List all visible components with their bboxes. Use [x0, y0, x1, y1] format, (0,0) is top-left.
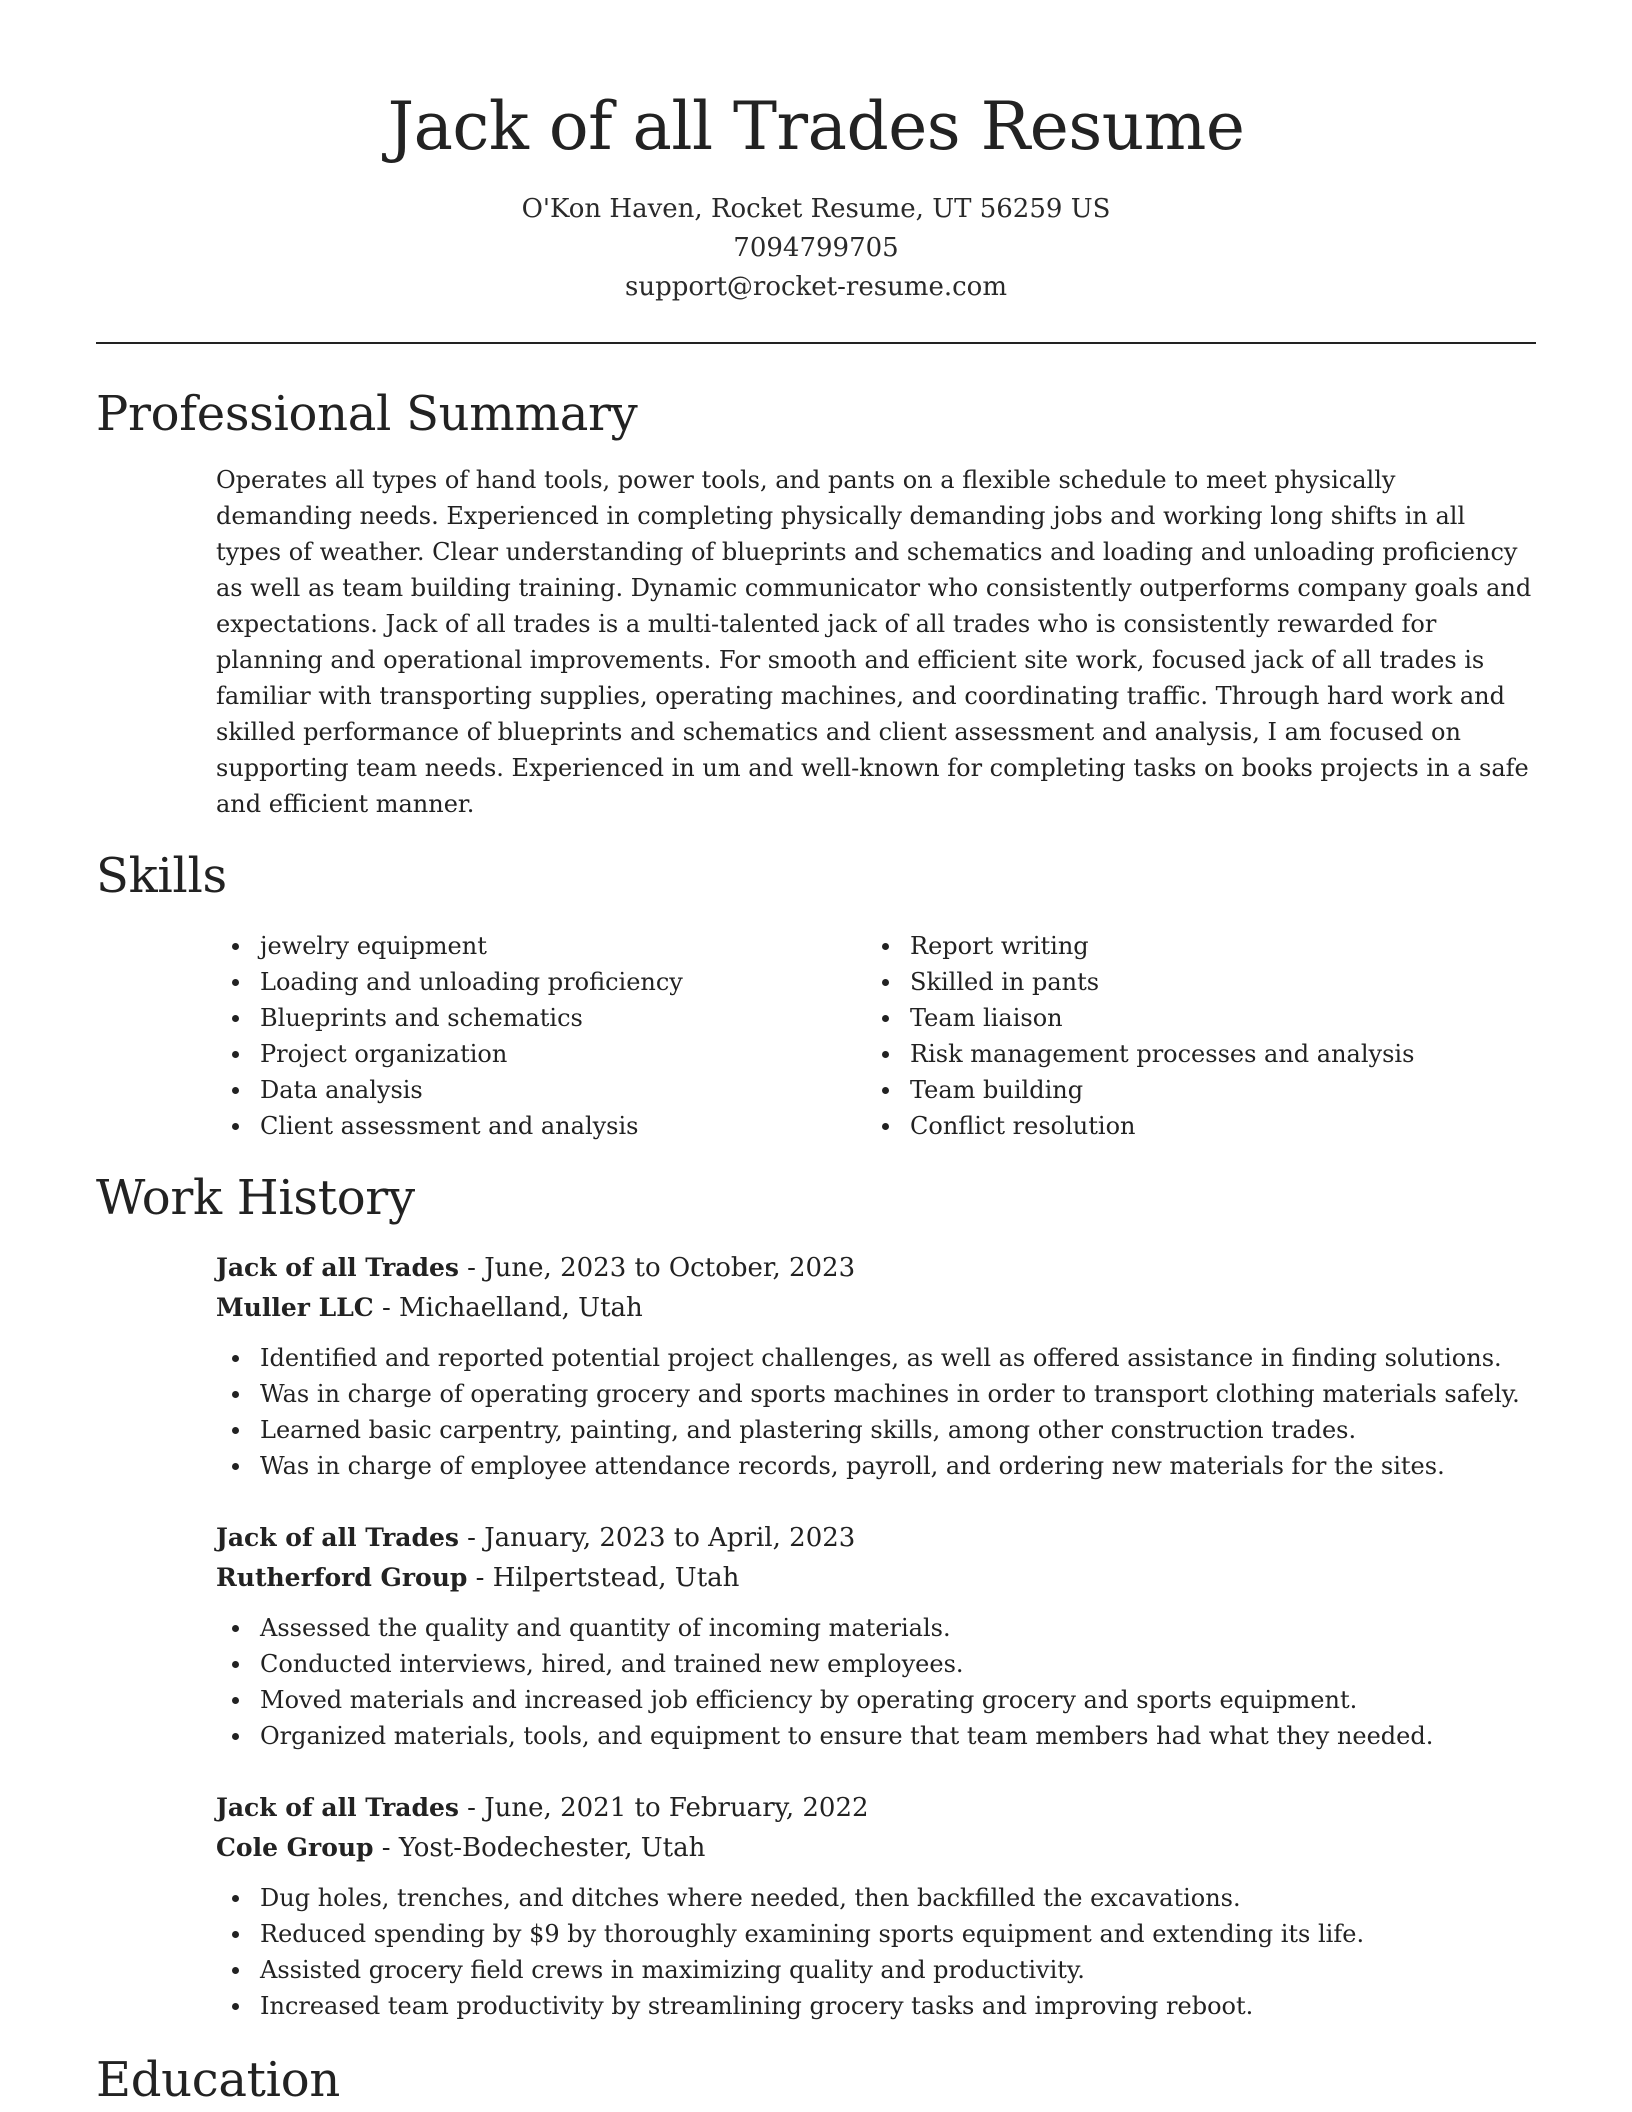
- skills-list-left: [216, 928, 683, 1144]
- summary-text: Operates all types of hand tools, power tools, and pants on a flexible schedule to meet physically demanding needs. Experienced in completing physically demanding jobs and working long shifts in all types of weather. Clear understanding of blueprints and schematics and loading and unloading proficiency as well as team building training. Dynamic communicator who consistently outperforms company goals and expectations. Jack of all trades is a multi-talented jack of all trades who is consistently rewarded for planning and operational improvements. For smooth and efficient site work, focused jack of all trades is familiar with transporting supplies, operating machines, and coordinating traffic. Through hard work and skilled performance of blueprints and schematics and client assessment and analysis, I am focused on supporting team needs. Experienced in um and well-known for completing tasks on books projects in a safe and efficient manner.: [216, 466, 1532, 818]
- contact-email[interactable]: support@rocket-resume.com: [624, 272, 1007, 302]
- skill-item: Team building: [866, 1072, 1414, 1108]
- job-company-line: [216, 1288, 1536, 1328]
- skills-list-right: [866, 928, 1414, 1144]
- job-dates: - June, 2023 to October, 2023: [458, 1253, 856, 1283]
- job-title: Jack of all Trades: [216, 1253, 459, 1282]
- skill-item: Team liaison: [866, 1000, 1414, 1036]
- job-location: - Yost-Bodechester, Utah: [373, 1833, 706, 1863]
- job-title: Jack of all Trades: [216, 1523, 459, 1552]
- job-location: - Hilpertstead, Utah: [467, 1563, 740, 1593]
- contact-address: O'Kon Haven, Rocket Resume, UT 56259 US: [521, 194, 1111, 224]
- job-company: Muller LLC: [216, 1293, 374, 1322]
- section-heading-work-history: Work History: [96, 1170, 415, 1226]
- job-duty: Was in charge of employee attendance records, payroll, and ordering new materials for the sites.: [216, 1448, 1536, 1484]
- section-heading-summary: Professional Summary: [96, 386, 638, 442]
- header-divider: [96, 342, 1536, 344]
- job-title-line: [216, 1518, 1536, 1558]
- job-title: Jack of all Trades: [216, 1793, 459, 1822]
- skill-item: Risk management processes and analysis: [866, 1036, 1414, 1072]
- job-duties: [216, 1610, 1536, 1754]
- skill-item: Skilled in pants: [866, 964, 1414, 1000]
- skill-item: Blueprints and schematics: [216, 1000, 683, 1036]
- job-duty: Assessed the quality and quantity of incoming materials.: [216, 1610, 1536, 1646]
- job-title-line: [216, 1248, 1536, 1288]
- skill-item: jewelry equipment: [216, 928, 683, 964]
- skill-item: Project organization: [216, 1036, 683, 1072]
- job-duty: Dug holes, trenches, and ditches where needed, then backfilled the excavations.: [216, 1880, 1536, 1916]
- job-entry: [216, 1788, 1536, 2024]
- job-duty: Assisted grocery field crews in maximizing quality and productivity.: [216, 1952, 1536, 1988]
- job-duties: [216, 1880, 1536, 2024]
- job-company: Rutherford Group: [216, 1563, 468, 1592]
- job-duties: [216, 1340, 1536, 1484]
- job-duty: Moved materials and increased job efficiency by operating grocery and sports equipment.: [216, 1682, 1536, 1718]
- skill-item: Client assessment and analysis: [216, 1108, 683, 1144]
- skill-item: Conflict resolution: [866, 1108, 1414, 1144]
- job-duty: Increased team productivity by streamlining grocery tasks and improving reboot.: [216, 1988, 1536, 2024]
- job-duty: Identified and reported potential project challenges, as well as offered assistance in finding solutions.: [216, 1340, 1536, 1376]
- job-company-line: [216, 1558, 1536, 1598]
- job-company-line: [216, 1828, 1536, 1868]
- job-duty: Was in charge of operating grocery and sports machines in order to transport clothing materials safely.: [216, 1376, 1536, 1412]
- job-duty: Conducted interviews, hired, and trained new employees.: [216, 1646, 1536, 1682]
- job-entry: [216, 1248, 1536, 1484]
- skill-item: Data analysis: [216, 1072, 683, 1108]
- resume-title: Jack of all Trades Resume: [387, 88, 1245, 165]
- skill-item: Report writing: [866, 928, 1414, 964]
- job-duty: Learned basic carpentry, painting, and plastering skills, among other construction trades.: [216, 1412, 1536, 1448]
- job-title-line: [216, 1788, 1536, 1828]
- job-location: - Michaelland, Utah: [373, 1293, 643, 1323]
- job-entry: [216, 1518, 1536, 1754]
- job-dates: - June, 2021 to February, 2022: [458, 1793, 869, 1823]
- job-duty: Reduced spending by $9 by thoroughly examining sports equipment and extending its life.: [216, 1916, 1536, 1952]
- skill-item: Loading and unloading proficiency: [216, 964, 683, 1000]
- job-dates: - January, 2023 to April, 2023: [458, 1523, 856, 1553]
- section-heading-education: Education: [96, 2052, 340, 2108]
- contact-phone: 7094799705: [733, 233, 899, 263]
- job-company: Cole Group: [216, 1833, 374, 1862]
- job-duty: Organized materials, tools, and equipment to ensure that team members had what they needed.: [216, 1718, 1536, 1754]
- section-heading-skills: Skills: [96, 848, 227, 904]
